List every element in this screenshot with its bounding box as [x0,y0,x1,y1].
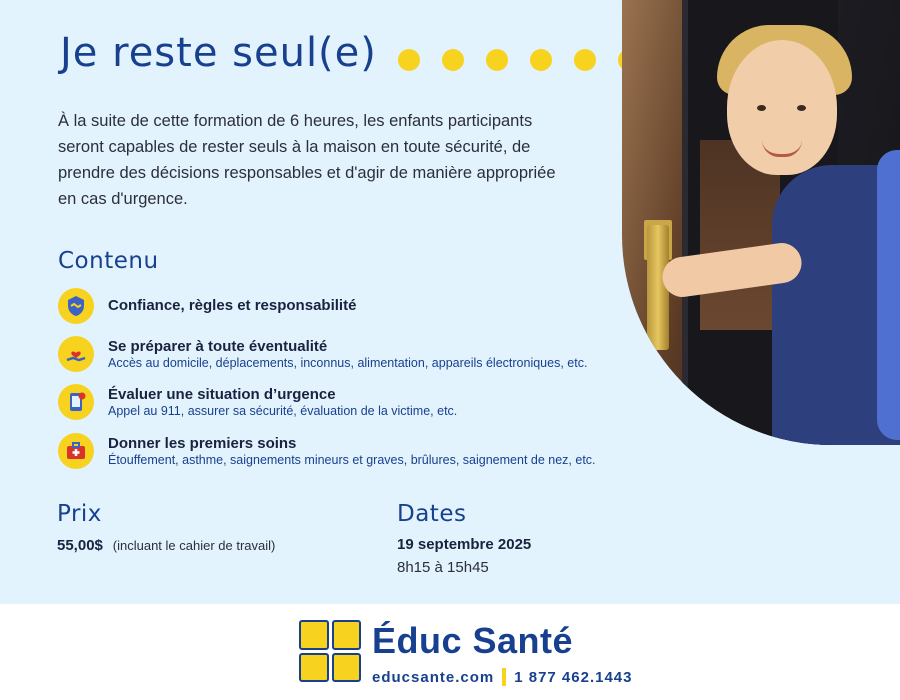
item-subtitle: Accès au domicile, déplacements, inconnus, alimentation, appareils électroniques, etc. [108,356,588,370]
page-title: Je reste seul(e) [60,30,377,76]
item-subtitle: Étouffement, asthme, saignements mineurs et graves, brûlures, saignement de nez, etc. [108,453,596,467]
dot [398,49,420,71]
list-item [58,384,457,420]
child-eye [797,105,806,111]
price-value: 55,00$ [57,537,103,554]
price-note: (incluant le cahier de travail) [112,538,276,553]
price-line [57,537,275,554]
price-heading: Prix [57,501,102,527]
course-time: 8h15 à 15h45 [397,559,489,576]
logo-tile [332,653,362,683]
list-item [58,288,356,324]
dot [486,49,508,71]
course-date: 19 septembre 2025 [397,536,532,553]
first-aid-kit-icon [58,433,94,469]
list-item [58,336,587,372]
logo-tile [332,620,362,650]
item-subtitle: Appel au 911, assurer sa sécurité, évaluation de la victime, etc. [108,404,458,418]
dot [574,49,596,71]
contact-line [372,668,633,686]
item-title: Se préparer à toute éventualité [108,338,328,355]
separator [502,668,506,686]
footer [0,604,900,700]
list-item [58,433,596,469]
logo-tile [299,620,329,650]
dot [442,49,464,71]
dates-heading: Dates [397,501,467,527]
educ-sante-logo [299,620,361,682]
item-title: Confiance, règles et responsabilité [108,297,357,314]
item-title: Donner les premiers soins [108,435,297,452]
handshake-badge-icon [58,288,94,324]
item-title: Évaluer une situation d’urgence [108,386,336,403]
intro-paragraph: À la suite de cette formation de 6 heures, les enfants participants seront capables de rester seuls à la maison en toute sécurité, de prendre des décisions responsables et d'agir de manière appropriée en cas d'urgence. [58,112,556,208]
brand-name: Éduc Santé [372,620,574,661]
child-eye [757,105,766,111]
logo-tile [299,653,329,683]
website-link[interactable]: educsante.com [372,668,495,686]
phone-number[interactable]: 1 877 462.1443 [514,668,633,686]
dot [530,49,552,71]
phone-emergency-icon [58,384,94,420]
hand-heart-icon [58,336,94,372]
backpack-strap [877,150,900,440]
child-at-door-photo [622,0,900,445]
content-heading: Contenu [58,248,159,274]
